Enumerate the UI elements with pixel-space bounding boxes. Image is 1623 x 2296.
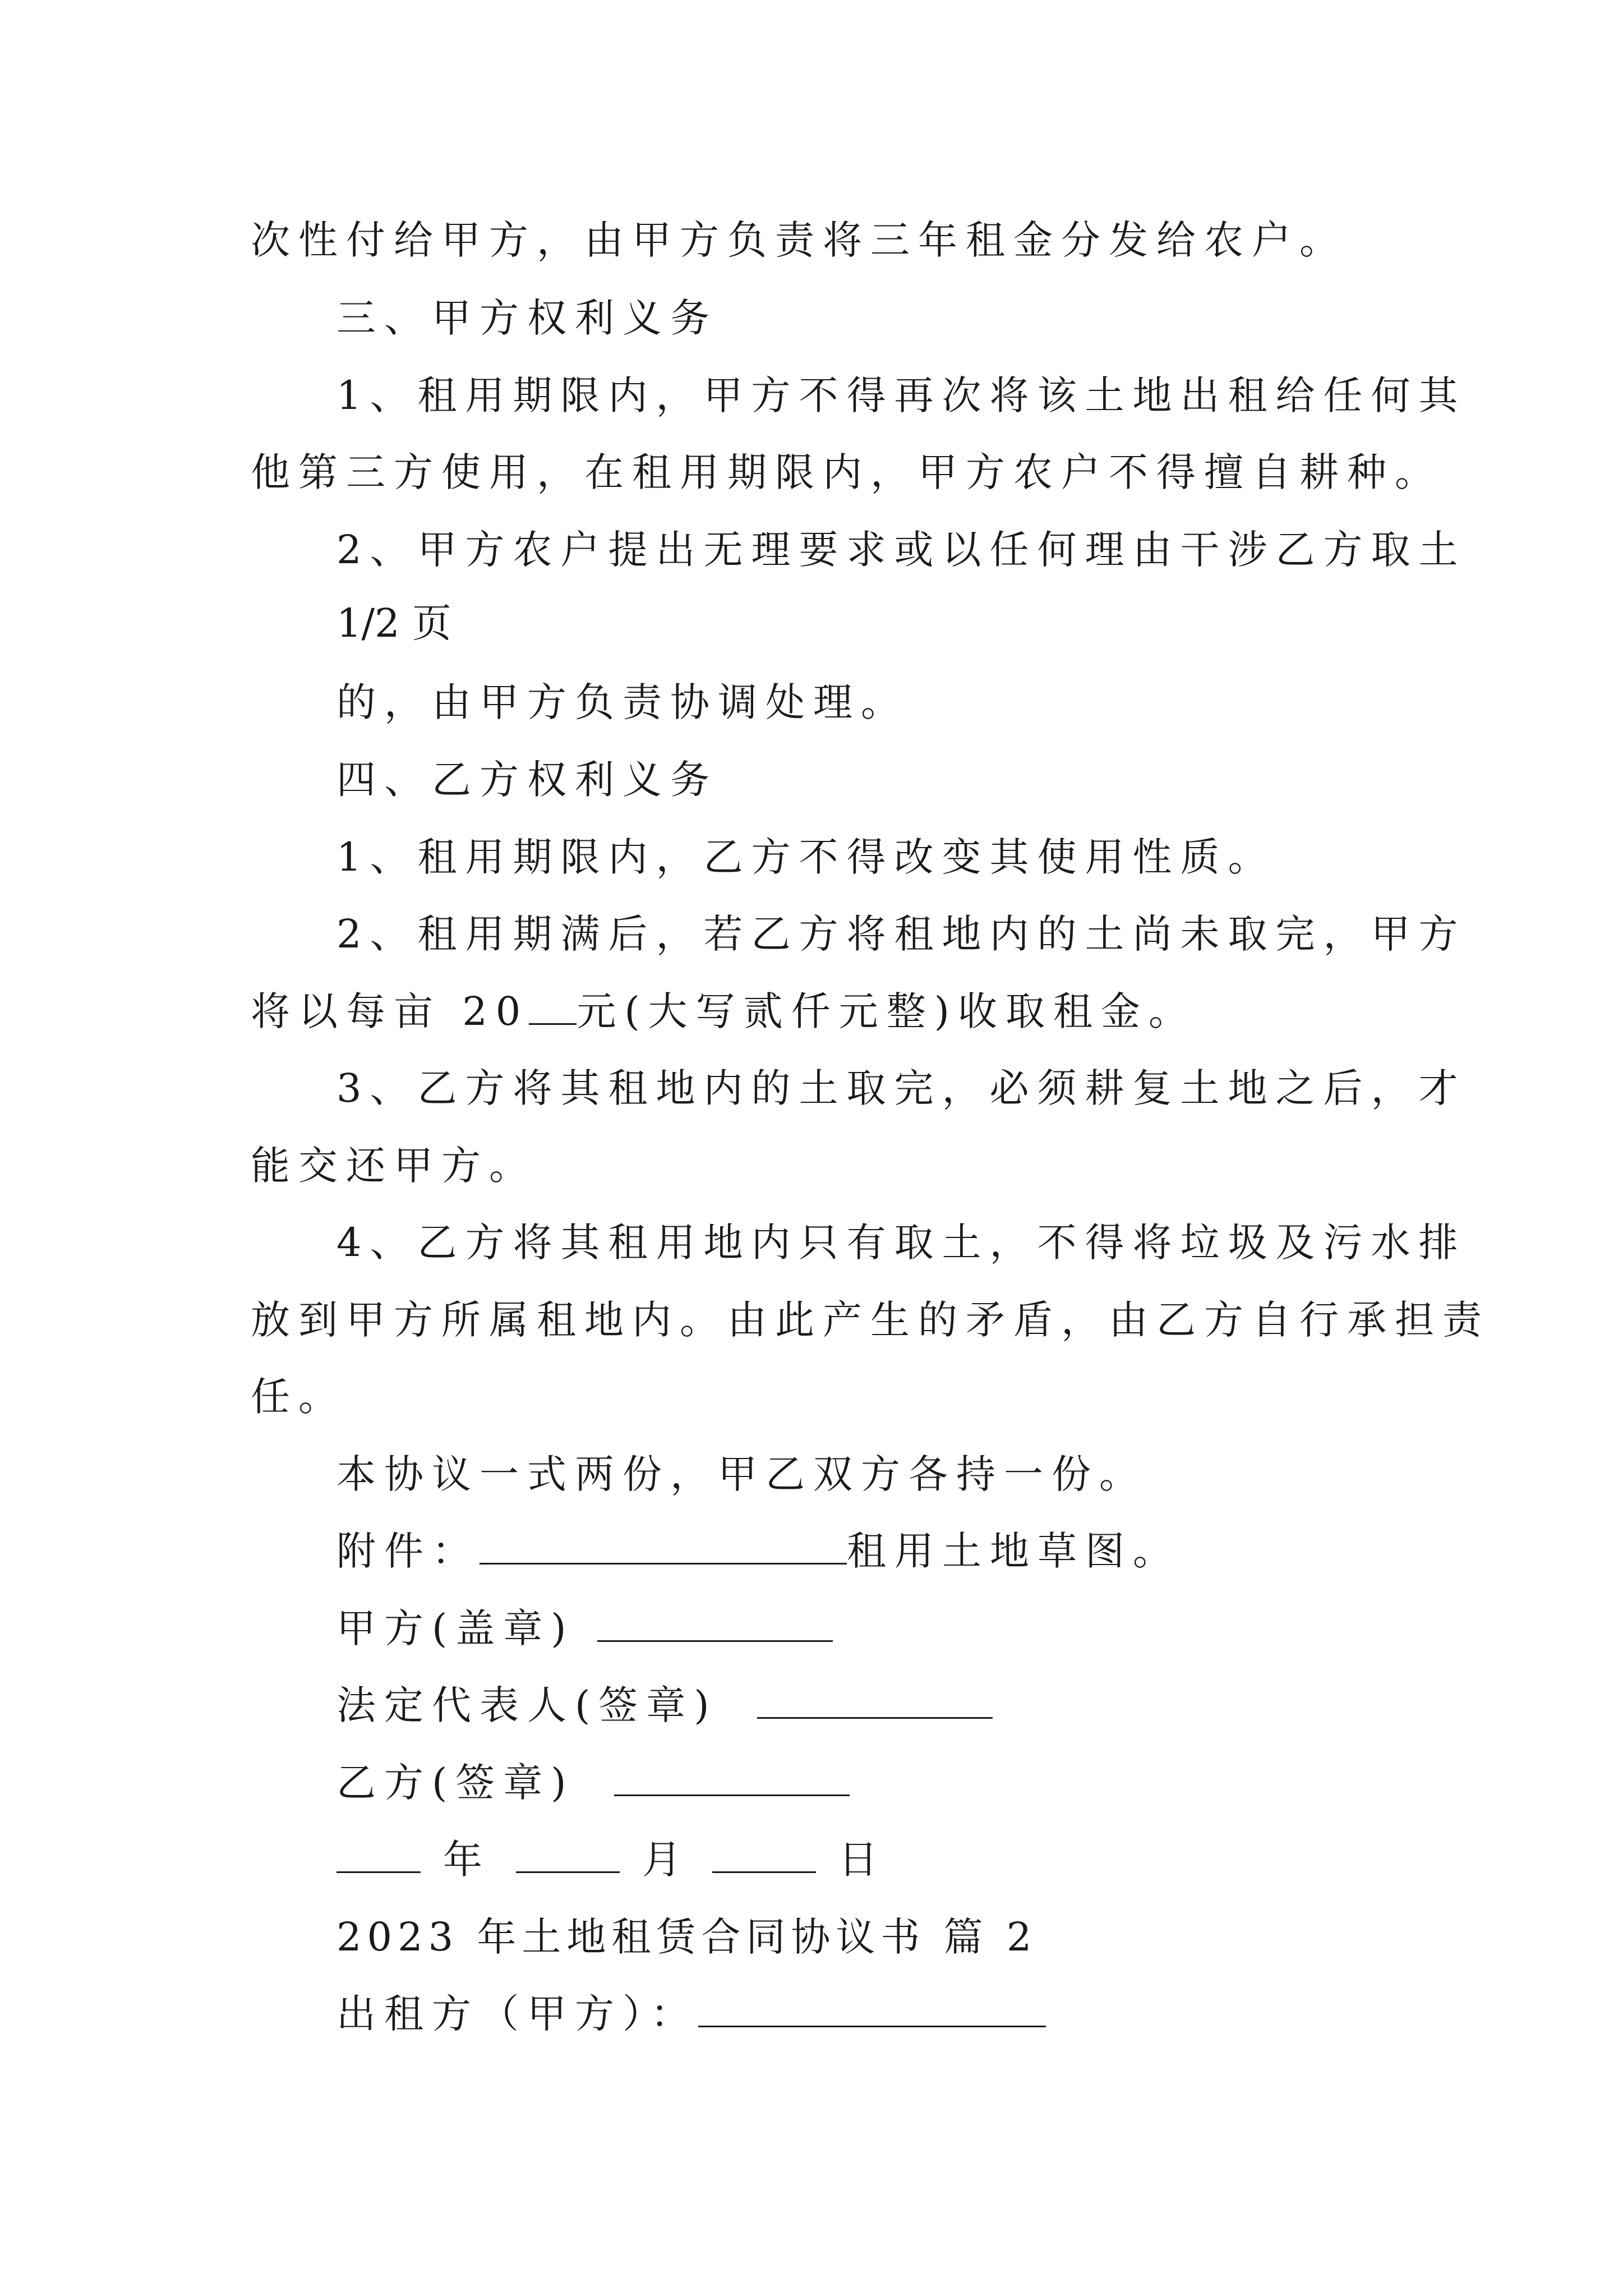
page-number: 1/2 页 bbox=[336, 600, 451, 646]
signature-blank bbox=[597, 1607, 833, 1642]
section-heading: 四、乙方权利义务 bbox=[336, 757, 718, 803]
text-segment: 将以每亩 20 bbox=[251, 988, 529, 1034]
month-blank bbox=[516, 1838, 620, 1873]
signature-blank bbox=[614, 1761, 850, 1796]
attachment-line bbox=[336, 1526, 1181, 1576]
date-line bbox=[336, 1834, 886, 1885]
signature-label: 法定代表人(签章) bbox=[336, 1682, 718, 1728]
paragraph-line: 2、租用期满后，若乙方将租地内的土尚未取完，甲方 bbox=[336, 911, 1467, 957]
paragraph-line: 2、甲方农户提出无理要求或以任何理由干涉乙方取土 bbox=[336, 527, 1467, 573]
fill-in-blank bbox=[529, 990, 577, 1025]
party-blank bbox=[698, 1992, 1046, 2027]
paragraph-line: 的，由甲方负责协调处理。 bbox=[336, 679, 909, 725]
section-title: 2023 年土地租赁合同协议书 篇 2 bbox=[336, 1914, 1038, 1960]
date-day-label: 日 bbox=[838, 1837, 886, 1883]
paragraph-line: 1、租用期限内，乙方不得改变其使用性质。 bbox=[336, 834, 1276, 880]
date-year-label: 年 bbox=[443, 1837, 491, 1883]
signature-line bbox=[336, 1680, 993, 1731]
day-blank bbox=[712, 1838, 816, 1873]
text-segment: 附件： bbox=[336, 1528, 479, 1574]
signature-label: 乙方(签章) bbox=[336, 1760, 575, 1806]
fill-in-blank bbox=[479, 1529, 847, 1565]
party-line bbox=[336, 1989, 1046, 2039]
year-blank bbox=[336, 1838, 421, 1873]
paragraph-line bbox=[251, 986, 1196, 1037]
signature-line bbox=[336, 1757, 850, 1808]
section-heading: 三、甲方权利义务 bbox=[336, 295, 718, 341]
text-segment: 元(大写贰仟元整)收取租金。 bbox=[577, 988, 1196, 1034]
paragraph-line: 1、租用期限内，甲方不得再次将该土地出租给任何其 bbox=[336, 372, 1467, 418]
party-label: 出租方（甲方）： bbox=[336, 1991, 698, 2037]
paragraph-line: 次性付给甲方，由甲方负责将三年租金分发给农户。 bbox=[251, 217, 1347, 263]
paragraph-line: 任。 bbox=[251, 1374, 346, 1420]
paragraph-line: 他第三方使用，在租用期限内，甲方农户不得擅自耕种。 bbox=[251, 449, 1442, 495]
paragraph-line: 本协议一式两份，甲乙双方各持一份。 bbox=[336, 1451, 1147, 1497]
text-segment: 租用土地草图。 bbox=[847, 1528, 1181, 1574]
paragraph-line: 4、乙方将其租用地内只有取土，不得将垃圾及污水排 bbox=[336, 1220, 1467, 1266]
signature-blank bbox=[757, 1683, 993, 1719]
signature-line bbox=[336, 1603, 833, 1654]
paragraph-line: 能交还甲方。 bbox=[251, 1143, 537, 1189]
signature-label: 甲方(盖章) bbox=[336, 1605, 575, 1651]
date-month-label: 月 bbox=[642, 1837, 690, 1883]
paragraph-line: 3、乙方将其租地内的土取完，必须耕复土地之后，才 bbox=[336, 1065, 1467, 1111]
paragraph-line: 放到甲方所属租地内。由此产生的矛盾，由乙方自行承担责 bbox=[251, 1297, 1490, 1343]
